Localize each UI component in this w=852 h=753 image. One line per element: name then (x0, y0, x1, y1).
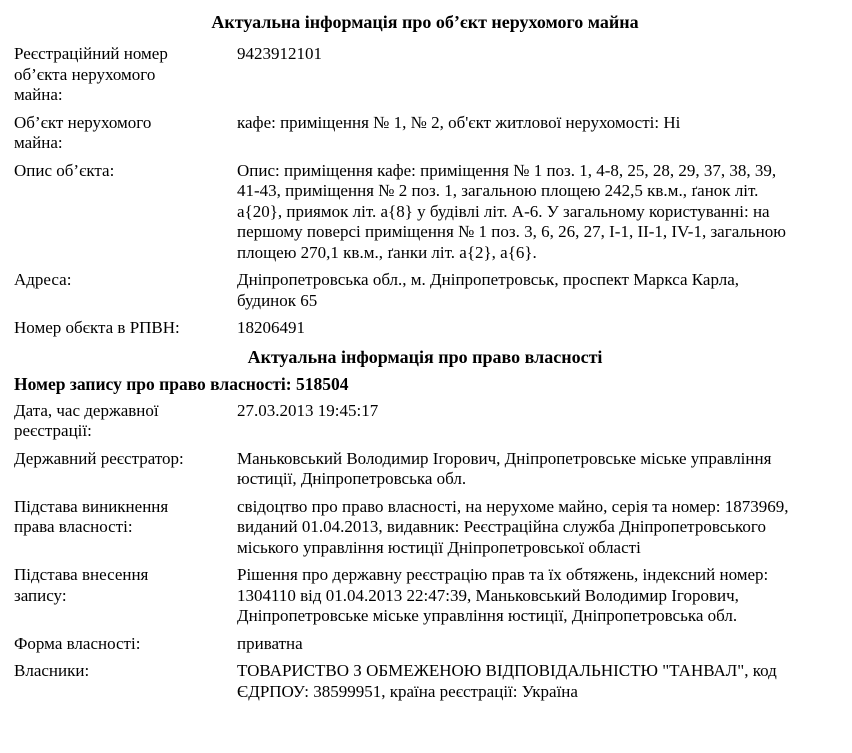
field-value: 9423912101 (237, 44, 322, 63)
field-label: Опис об’єкта: (14, 160, 115, 180)
ownership-record-number-line (14, 374, 836, 395)
ownership-section-title: Актуальна інформація про право власності (247, 346, 603, 367)
field-label: Дата, час державної реєстрації: (14, 400, 159, 440)
field-label: Державний реєстратор: (14, 448, 184, 468)
row-object-description (14, 161, 836, 264)
field-value: приватна (237, 633, 303, 653)
row-address (14, 270, 836, 311)
field-value: Опис: приміщення кафе: приміщення № 1 поз. 1, 4-8, 25, 28, 29, 37, 38, 39, 41-43, приміщення № 2 поз. 1, загальною площею 242,5 кв.м., ґанок літ. а{20}, приямок літ. а{8} у будівлі літ. А-6. У загальному користуванні: на першому поверсі приміщення № 1 поз. 3, 6, 26, 27, I-1, II-1, IV-1, загальною площею 270,1 кв.м., ґанки літ. а{2}, а{6}. (237, 160, 786, 262)
object-section-title: Актуальна інформація про об’єкт нерухомого майна (211, 12, 639, 32)
row-registration-number (14, 44, 836, 106)
field-value: ТОВАРИСТВО З ОБМЕЖЕНОЮ ВІДПОВІДАЛЬНІСТЮ "ТАНВАЛ", код ЄДРПОУ: 38599951, країна реєстрації: Україна (237, 661, 777, 701)
row-state-registrar (14, 449, 836, 490)
field-value: свідоцтво про право власності, на нерухоме майно, серія та номер: 1873969, виданий 01.04.2013, видавник: Реєстраційна служба Дніпропетровського міського управління юстиції Дніпропетровської області (237, 496, 789, 557)
row-owners (14, 661, 836, 702)
ownership-record-number-value: 518504 (295, 373, 349, 394)
field-value: Дніпропетровська обл., м. Дніпропетровськ, проспект Маркса Карла, будинок 65 (237, 270, 739, 310)
field-label: Підстава внесення запису: (14, 565, 149, 605)
row-record-basis (14, 565, 836, 627)
field-label: Номер обєкта в РПВН: (14, 318, 180, 337)
field-value: 27.03.2013 19:45:17 (237, 400, 379, 420)
field-value: 18206491 (237, 318, 305, 337)
row-property-object (14, 113, 836, 154)
row-ownership-basis (14, 497, 836, 559)
field-label: Підстава виникнення права власності: (14, 496, 169, 536)
field-label: Адреса: (14, 270, 72, 289)
row-ownership-form (14, 634, 836, 655)
row-rpvn-number (14, 318, 836, 339)
field-value: Маньковський Володимир Ігорович, Дніпропетровське міське управління юстиції, Дніпропетровська обл. (237, 448, 772, 488)
field-label: Реєстраційний номер об’єкта нерухомого майна: (14, 44, 168, 104)
field-label: Об’єкт нерухомого майна: (14, 112, 152, 152)
ownership-record-number-label: Номер запису про право власності: (14, 373, 292, 394)
row-registration-datetime (14, 401, 836, 442)
field-label: Власники: (14, 661, 90, 680)
field-value: Рішення про державну реєстрацію прав та їх обтяжень, індексний номер: 1304110 від 01.04.2013 22:47:39, Маньковський Володимир Ігорович, Дніпропетровське міське управління юстиції, Дніпропетровська обл. (237, 565, 769, 625)
field-value: кафе: приміщення № 1, № 2, об'єкт житлової нерухомості: Ні (237, 112, 681, 132)
field-label: Форма власності: (14, 633, 141, 653)
